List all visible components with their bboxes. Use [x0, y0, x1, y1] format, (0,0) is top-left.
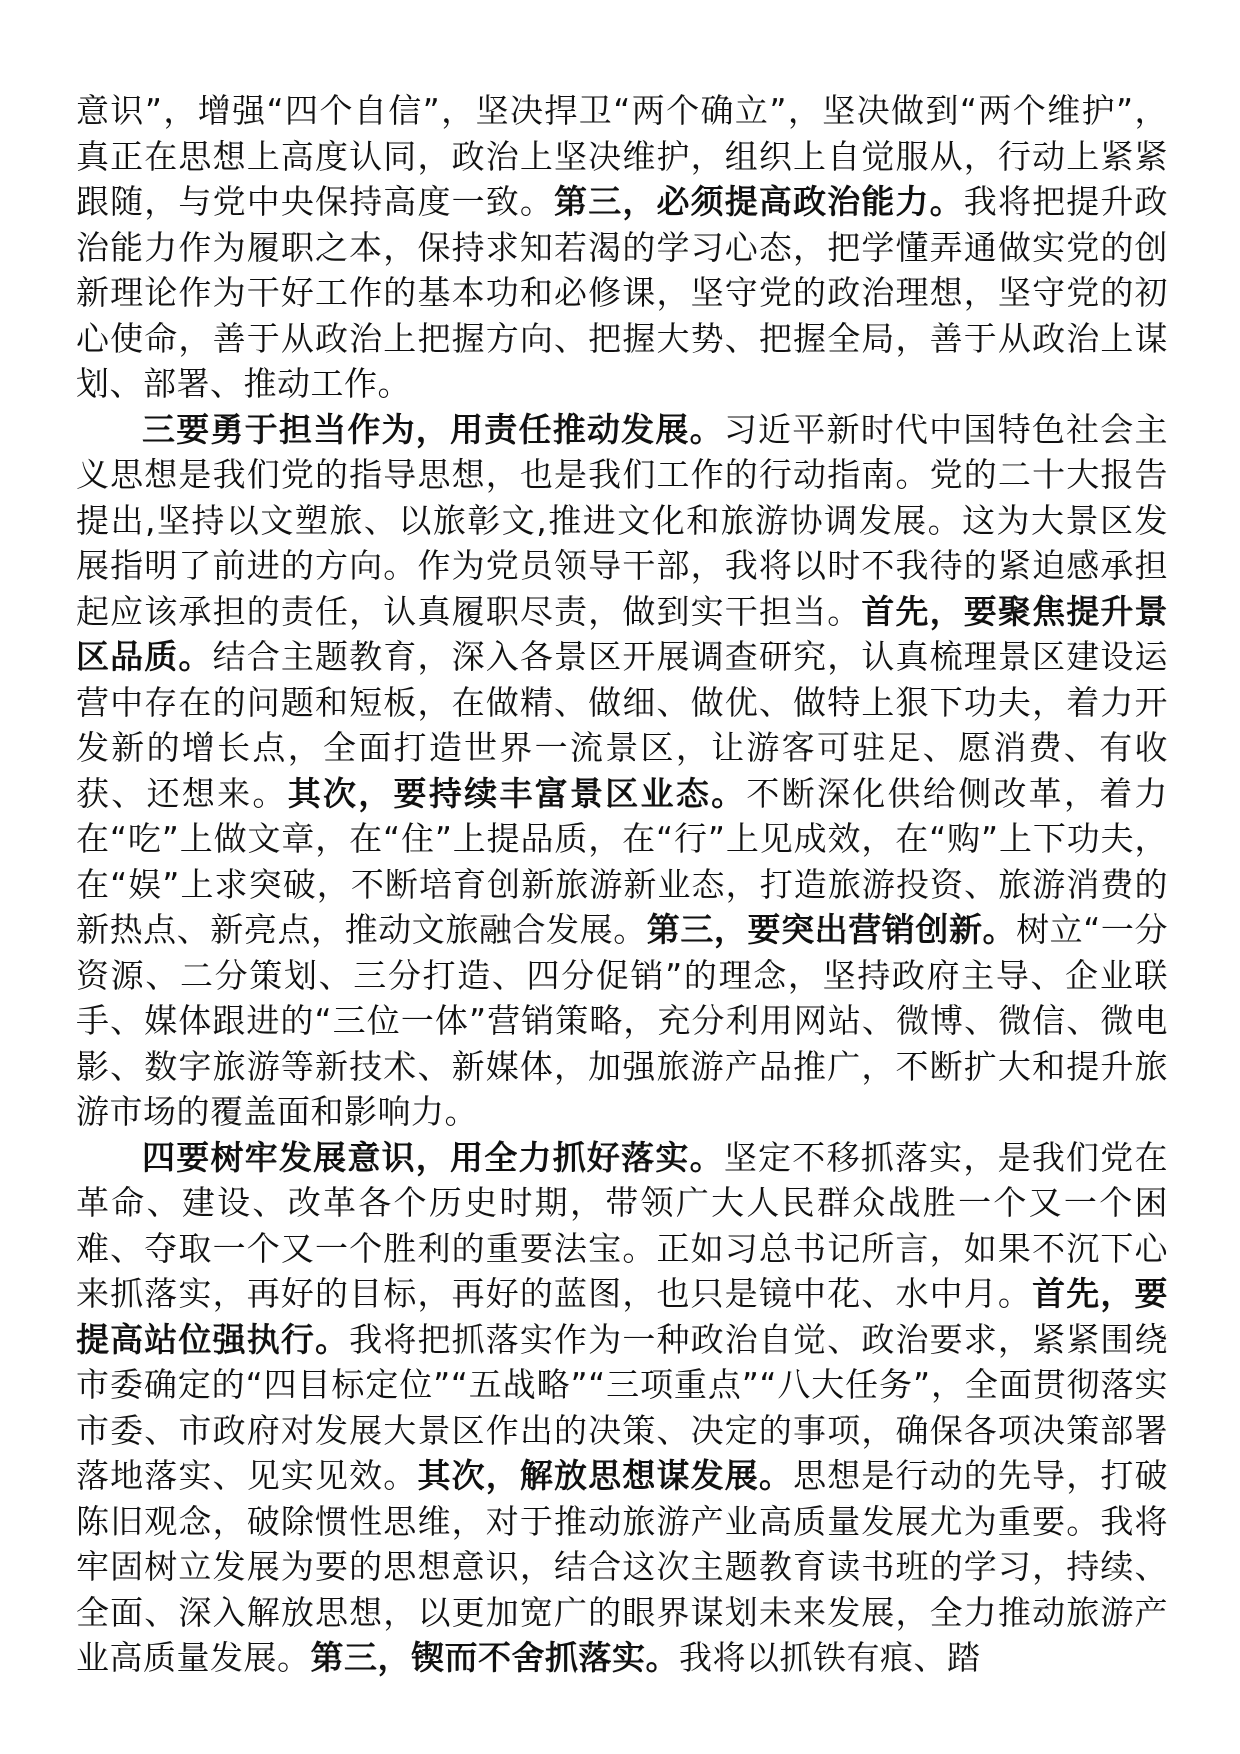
bold-heading-run: 首先，要提高站位强执行。 — [76, 1274, 1169, 1359]
text-run: 坚定不移抓落实，是我们党在革命、建设、改革各个历史时期，带领广大人民群众战胜一个又一个困难、夺取一个又一个胜利的重要法宝。正如习总书记所言，如果不沉下心来抓落实，再好的目标，再好的蓝图，也只是镜中花、水中月。 — [76, 1137, 1169, 1313]
text-run: 习近平新时代中国特色社会主义思想是我们党的指导思想，也是我们工作的行动指南。党的二十大报告提出,坚持以文塑旅、以旅彰文,推进文化和旅游协调发展。这为大景区发展指明了前进的方向。作为党员领导干部，我将以时不我待的紧迫感承担起应该承担的责任，认真履职尽责，做到实干担当。 — [76, 409, 1169, 631]
paragraph — [76, 407, 1168, 1135]
bold-heading-run: 四要树牢发展意识，用全力抓好落实。 — [142, 1137, 724, 1177]
text-run: 我将以抓铁有痕、踏 — [679, 1638, 981, 1677]
paragraph — [76, 88, 1168, 407]
text-run: 结合主题教育，深入各景区开展调查研究，认真梳理景区建设运营中存在的问题和短板，在做精、做细、做优、做特上狠下功夫，着力开发新的增长点，全面打造世界一流景区，让游客可驻足、愿消费、有收获、还想来。 — [76, 637, 1169, 813]
text-run: 意识”，增强“四个自信”，坚决捍卫“两个确立”，坚决做到“两个维护”，真正在思想上高度认同，政治上坚决维护，组织上自觉服从，行动上紧紧跟随，与党中央保持高度一致。 — [76, 91, 1168, 221]
bold-heading-run: 其次，要持续丰富景区业态。 — [287, 773, 747, 813]
bold-heading-run: 第三，必须提高政治能力。 — [554, 182, 964, 221]
text-run: 树立“一分资源、二分策划、三分打造、四分促销”的理念，坚持政府主导、企业联手、媒体跟进的“三位一体”营销策略，充分利用网站、微博、微信、微电影、数字旅游等新技术、新媒体，加强旅游产品推广，不断扩大和提升旅游市场的覆盖面和影响力。 — [76, 910, 1169, 1131]
bold-heading-run: 其次，解放思想谋发展。 — [417, 1456, 794, 1495]
bold-heading-run: 三要勇于担当作为，用责任推动发展。 — [142, 409, 724, 449]
bold-heading-run: 第三，要突出营销创新。 — [646, 910, 1017, 949]
text-run: 不断深化供给侧改革，着力在“吃”上做文章，在“住”上提品质，在“行”上见成效，在“购”上下功夫，在“娱”上求突破，不断培育创新旅游新业态，打造旅游投资、旅游消费的新热点、新亮点，推动文旅融合发展。 — [76, 773, 1169, 949]
text-run: 我将把提升政治能力作为履职之本，保持求知若渴的学习心态，把学懂弄通做实党的创新理论作为干好工作的基本功和必修课，坚守党的政治理想，坚守党的初心使命，善于从政治上把握方向、把握大势、把握全局，善于从政治上谋划、部署、推动工作。 — [76, 182, 1169, 403]
paragraph — [76, 1135, 1168, 1681]
document-page — [76, 88, 1168, 1681]
bold-heading-run: 第三，锲而不舍抓落实。 — [310, 1638, 679, 1677]
text-run: 思想是行动的先导，打破陈旧观念，破除惯性思维，对于推动旅游产业高质量发展尤为重要。我将牢固树立发展为要的思想意识，结合这次主题教育读书班的学习，持续、全面、深入解放思想，以更加宽广的眼界谋划未来发展，全力推动旅游产业高质量发展。 — [76, 1456, 1169, 1677]
bold-heading-run: 首先，要聚焦提升景区品质。 — [76, 591, 1169, 676]
text-run: 我将把抓落实作为一种政治自觉、政治要求，紧紧围绕市委确定的“四目标定位”“五战略”“三项重点”“八大任务”，全面贯彻落实市委、市政府对发展大景区作出的决策、决定的事项，确保各项决策部署落地落实、见实见效。 — [76, 1319, 1169, 1495]
